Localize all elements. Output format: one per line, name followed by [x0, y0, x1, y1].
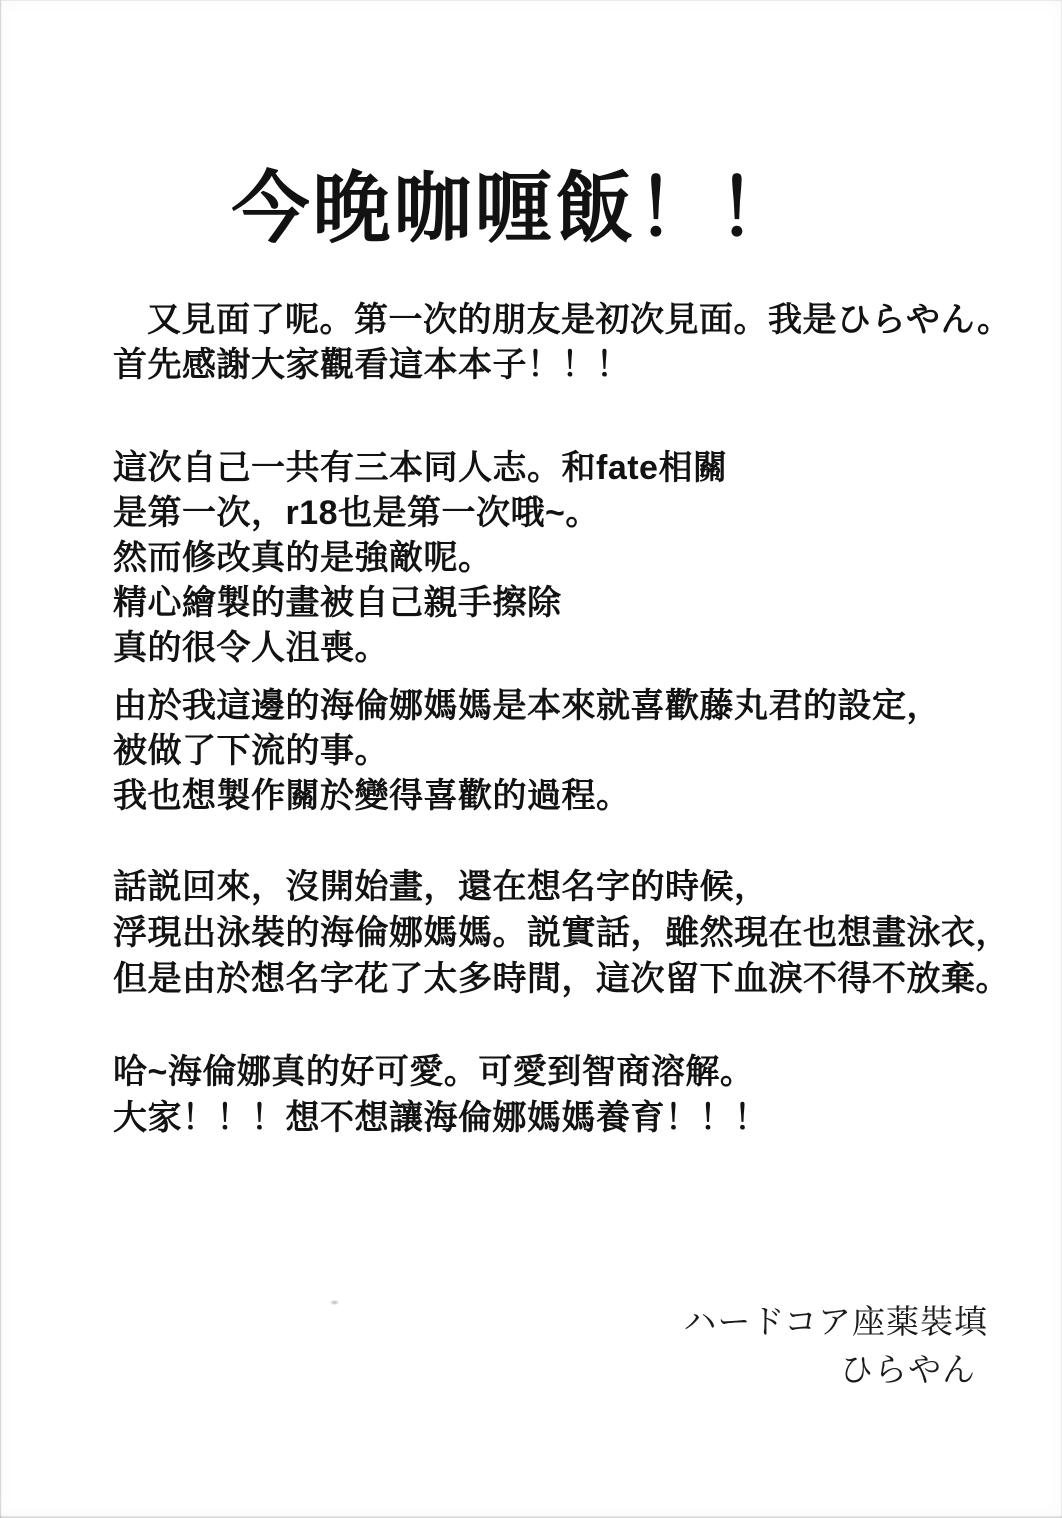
- text-line: 然而修改真的是強敵呢。: [113, 539, 493, 577]
- text-line: 是第一次，r18也是第一次哦~。: [113, 494, 600, 532]
- text-line: 話説回來，沒開始畫，還在想名字的時候，: [113, 868, 769, 906]
- page-title: 今晚咖喱飯！！: [231, 164, 799, 252]
- paragraph-doujin-info: [113, 446, 727, 671]
- paragraph-greeting: [113, 298, 1012, 388]
- text-line: 首先感謝大家觀看這本本子！！！: [113, 346, 631, 384]
- text-line: 精心繪製的畫被自己親手擦除: [113, 584, 562, 622]
- text-line: 被做了下流的事。: [113, 732, 389, 770]
- text-line: 哈~海倫娜真的好可愛。可愛到智商溶解。: [113, 1053, 755, 1091]
- text-line: 大家！！！想不想讓海倫娜媽媽養育！！！: [113, 1099, 769, 1137]
- text-line: 我也想製作關於變得喜歡的過程。: [113, 777, 631, 815]
- text-line: 由於我這邊的海倫娜媽媽是本來就喜歡藤丸君的設定，: [113, 687, 941, 725]
- paragraph-swimsuit: [113, 864, 1010, 1002]
- author-name: ひらやん: [840, 1351, 976, 1388]
- circle-name: ハードコア座薬裝填: [683, 1303, 988, 1340]
- text-line: 浮現出泳裝的海倫娜媽媽。説實話，雖然現在也想畫泳衣，: [113, 914, 1010, 952]
- paragraph-setting: [113, 684, 941, 819]
- signature-block: [683, 1298, 988, 1394]
- text-line: 這次自己一共有三本同人志。和fate相關: [113, 449, 728, 487]
- paragraph-closing: [113, 1049, 769, 1141]
- text-line: 真的很令人沮喪。: [113, 629, 389, 667]
- text-line: 又見面了呢。第一次的朋友是初次見面。我是ひらやん。: [147, 301, 1012, 339]
- text-line: 但是由於想名字花了太多時間，這次留下血淚不得不放棄。: [113, 960, 1010, 998]
- scan-smudge-artifact: [330, 1300, 339, 1305]
